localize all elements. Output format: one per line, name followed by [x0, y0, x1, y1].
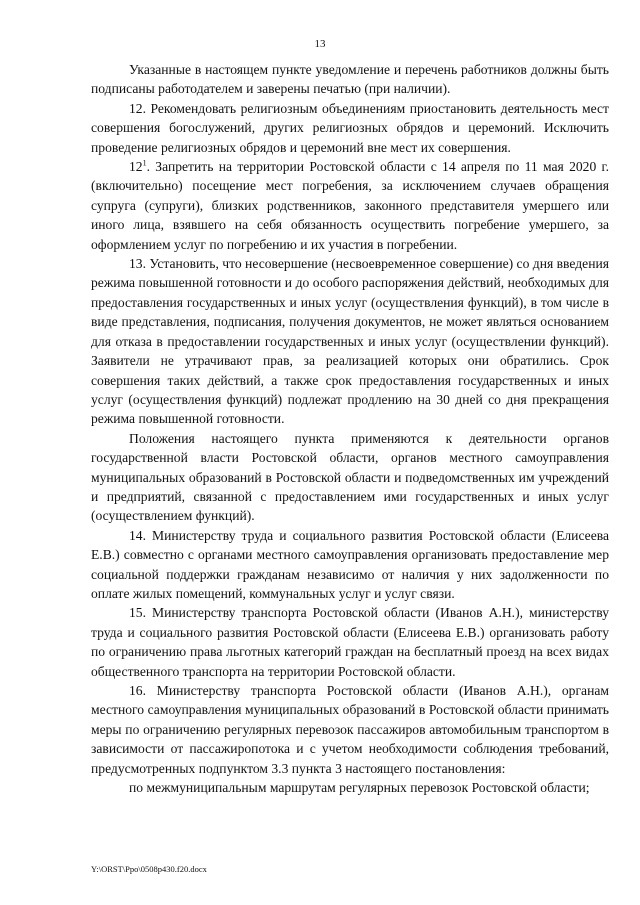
paragraph-item-15: 15. Министерству транспорта Ростовской области (Иванов А.Н.), министерству труда и социального развития Ростовской области (Елисеева Е.В.) организовать работу по ограничению права льготных категорий граждан на бесплатный проезд на всех видах общественного транспорта на территории Ростовской области.	[91, 605, 609, 679]
file-path-footer: Y:\ORST\Ppo\0508p430.f20.docx	[91, 864, 207, 874]
paragraph-intermunicipal-routes: по межмуниципальным маршрутам регулярных перевозок Ростовской области;	[129, 780, 590, 796]
paragraph-item-13: 13. Установить, что несовершение (несвоевременное совершение) со дня введения режима повышенной готовности и до особого распоряжения действий, необходимых для предоставления государственных и иных услуг (осуществления функций), в том числе в виде представления, подписания, получения документов, не может являться основанием для отказа в предоставлении государственных и иных услуг (осуществлении функций). Заявители не утрачивают прав, за реализацией которых они обратились. Срок совершения таких действий, а также срок предоставления государственных и иных услуг (осуществления функций) подлежат продлению на 30 дней со дня прекращения режима повышенной готовности.	[91, 256, 609, 427]
item-12-1-number: 12	[129, 159, 143, 175]
paragraph-employee-list: Указанные в настоящем пункте уведомление и перечень работников должны быть подписаны работодателем и заверены печатью (при наличии).	[91, 62, 609, 97]
paragraph-item-12: 12. Рекомендовать религиозным объединениям приостановить деятельность мест совершения богослужений, других религиозных обрядов и церемоний. Исключить проведение религиозных обрядов и церемоний вне мест их совершения.	[91, 100, 609, 155]
paragraph-item-13-provisions: Положения настоящего пункта применяются к деятельности органов государственной власти Ростовской области, органов местного самоуправления муниципальных образований в Ростовской области и подведомственных им учреждений и предприятий, связанной с предоставлением ими государственных и иных услуг (осуществлением функций).	[91, 430, 609, 524]
item-12-1-text: . Запретить на территории Ростовской области с 14 апреля по 11 мая 2020 г. (включительно) посещение мест погребения, за исключением случаев обращения супруга (супруги), близких родственников, законного представителя умершего или иного лица, взявшего на себя обязанность осуществить погребение умершего, за оформлением услуг по погребению и их участия в погребении.	[91, 159, 609, 252]
page-number: 13	[314, 38, 326, 50]
item-12-1-superscript: 1	[142, 158, 147, 168]
paragraph-item-12-1	[91, 157, 609, 254]
document-body	[91, 60, 609, 797]
paragraph-item-14: 14. Министерству труда и социального развития Ростовской области (Елисеева Е.В.) совместно с органами местного самоуправления организовать предоставление мер социальной поддержки гражданам независимо от наличия у них задолженности по оплате жилых помещений, коммунальных услуг и услуг связи.	[91, 527, 609, 601]
paragraph-item-16: 16. Министерству транспорта Ростовской области (Иванов А.Н.), органам местного самоуправления муниципальных образований в Ростовской области принимать меры по ограничению регулярных перевозок пассажиров автомобильным транспортом в зависимости от пассажиропотока и с учетом необходимости соблюдения требований, предусмотренных подпунктом 3.3 пункта 3 настоящего постановления:	[91, 683, 609, 776]
